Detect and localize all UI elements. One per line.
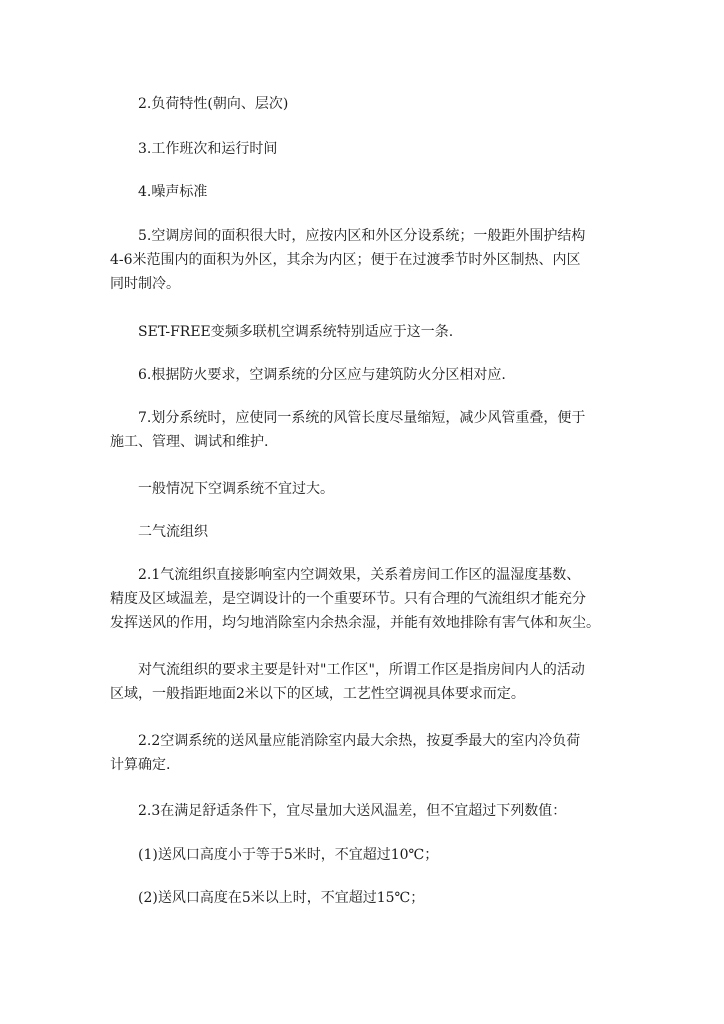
text-line: 2.1气流组织直接影响室内空调效果，关系着房间工作区的温湿度基数、	[138, 567, 581, 583]
section-heading-airflow	[110, 520, 630, 544]
text-line: 6.根据防火要求，空调系统的分区应与建筑防火分区相对应.	[138, 367, 506, 383]
paragraph-system-size	[110, 477, 630, 501]
text-line: SET-FREE变频多联机空调系统特别适应于这一条.	[138, 324, 454, 340]
paragraph-set-free	[110, 320, 630, 344]
text-line: 2.2空调系统的送风量应能消除室内最大余热，按夏季最大的室内冷负荷	[138, 733, 581, 749]
text-line: 4.噪声标准	[138, 184, 208, 200]
list-item-outlet-over-5m	[110, 886, 630, 910]
list-item-outlet-under-5m	[110, 843, 630, 867]
paragraph-duct-length	[110, 406, 630, 454]
paragraph-fire-zones	[110, 363, 630, 387]
text-line: 发挥送风的作用，均匀地消除室内余热余湿，并能有效地排除有害气体和灰尘。	[110, 615, 600, 631]
text-line: 施工、管理、调试和维护.	[110, 434, 269, 450]
paragraph-airflow-organization	[110, 563, 630, 635]
paragraph-load-characteristics	[110, 92, 630, 116]
text-line: 区域，一般指距地面2米以下的区域，工艺性空调视具体要求而定。	[110, 686, 525, 702]
text-line: (2)送风口高度在5米以上时，不宜超过15℃；	[138, 890, 425, 906]
text-line: 精度及区域温差，是空调设计的一个重要环节。只有合理的气流组织才能充分	[110, 591, 586, 607]
text-line: 一般情况下空调系统不宜过大。	[138, 481, 334, 497]
paragraph-noise-standard	[110, 180, 630, 204]
text-line: 4-6米范围内的面积为外区，其余为内区；便于在过渡季节时外区制热、内区	[110, 252, 581, 268]
text-line: 同时制冷。	[110, 276, 180, 292]
paragraph-inner-outer-zones	[110, 224, 630, 296]
paragraph-supply-air-volume	[110, 729, 630, 777]
text-line: 7.划分系统时，应使同一系统的风管长度尽量缩短，减少风管重叠，便于	[138, 410, 586, 426]
paragraph-supply-temp-difference	[110, 799, 630, 823]
paragraph-work-zone	[110, 658, 630, 706]
text-line: 2.负荷特性(朝向、层次)	[138, 96, 289, 112]
text-line: 对气流组织的要求主要是针对"工作区"，所谓工作区是指房间内人的活动	[138, 662, 585, 678]
text-line: (1)送风口高度小于等于5米时，不宜超过10℃；	[138, 847, 439, 863]
section-heading: 二气流组织	[138, 524, 208, 540]
text-line: 计算确定.	[110, 757, 171, 773]
text-line: 5.空调房间的面积很大时，应按内区和外区分设系统；一般距外围护结构	[138, 228, 586, 244]
text-line: 2.3在满足舒适条件下，宜尽量加大送风温差，但不宜超过下列数值：	[138, 803, 567, 819]
paragraph-work-shifts	[110, 137, 630, 161]
text-line: 3.工作班次和运行时间	[138, 141, 278, 157]
